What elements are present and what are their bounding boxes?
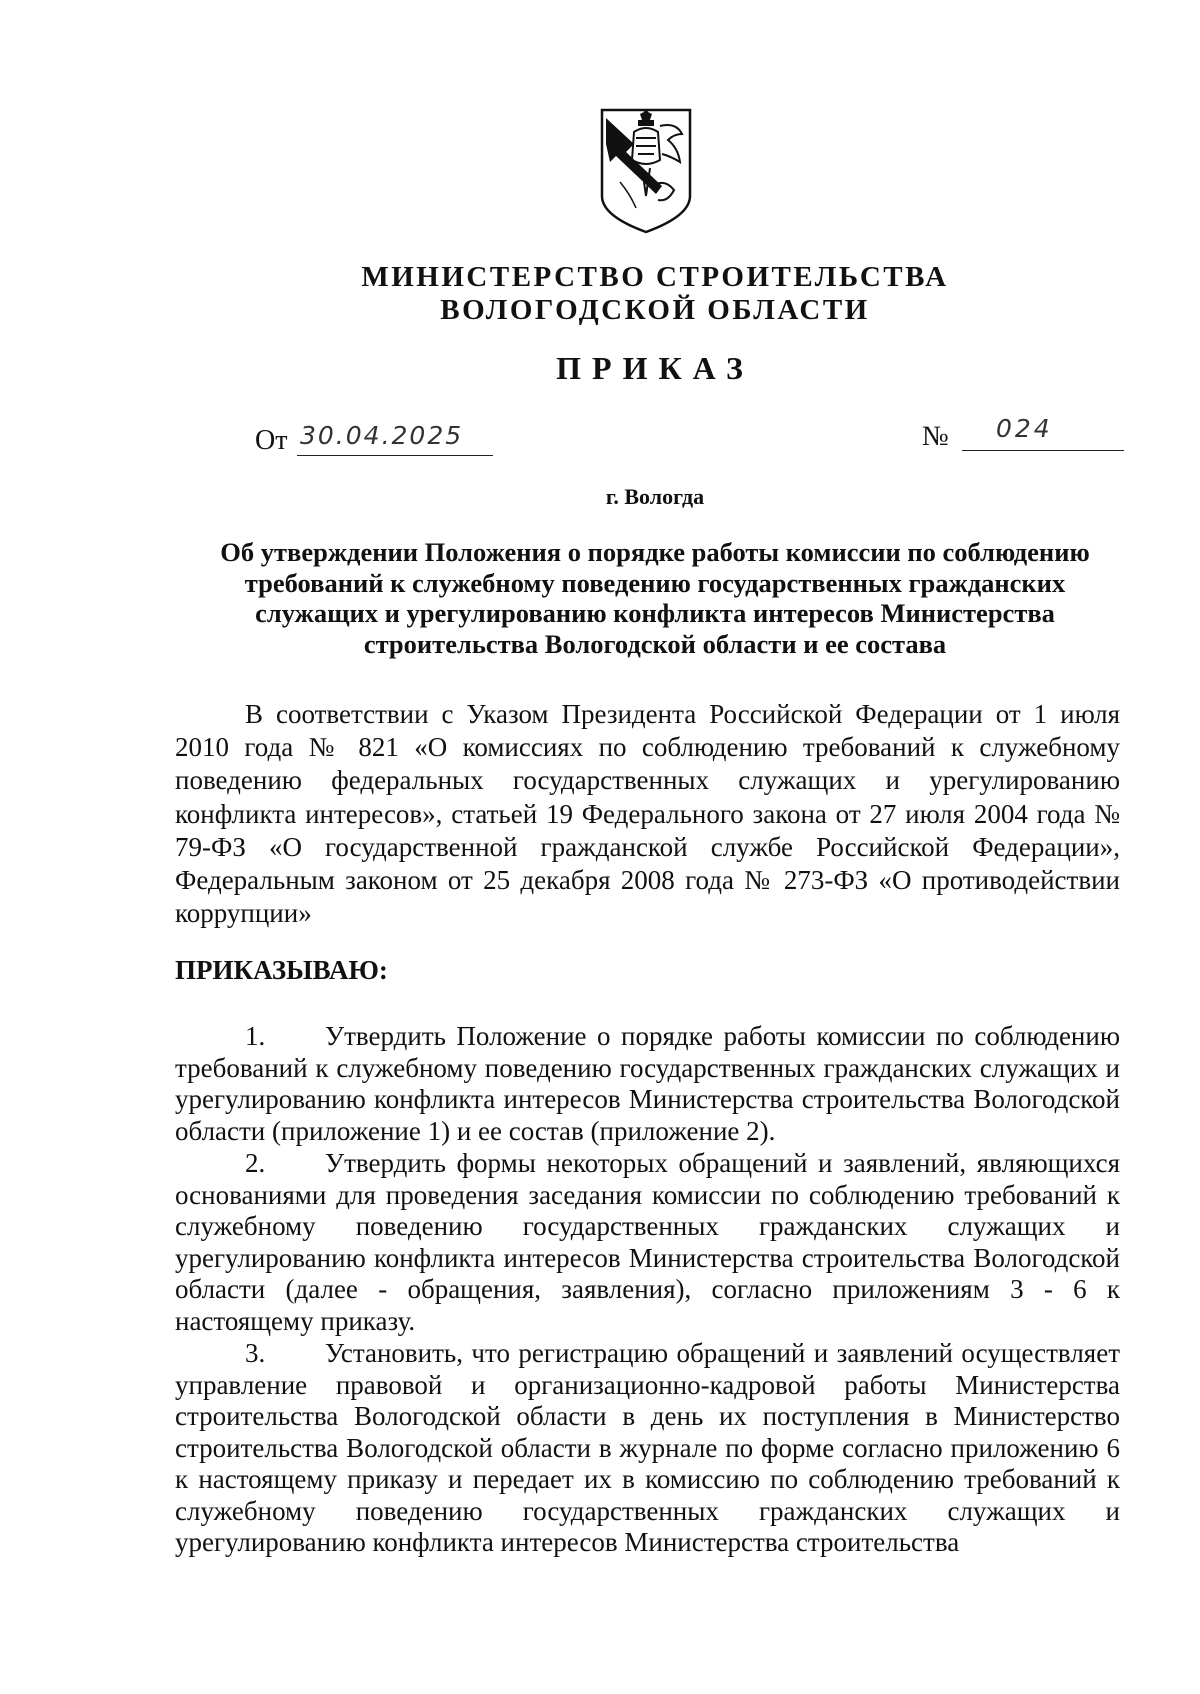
item-text: Установить, что регистрацию обращений и заявлений осуществляет управление правовой и организационно-кадровой работы Министерства строительства Вологодской области в день их поступления в Министерство строительства Вологодской области в журнале по форме согласно приложению 6 к настоящему приказу и передает их в комиссию по соблюдению требований к служебному поведению государственных гражданских служащих и урегулированию конфликта интересов Министерства строительства <box>175 1338 1120 1557</box>
order-heading: ПРИКАЗЫВАЮ: <box>175 955 388 985</box>
number-value: 024 <box>996 414 1053 443</box>
coat-of-arms-emblem <box>596 104 696 236</box>
order-word: ПРИКАЗЫВАЮ <box>175 955 379 985</box>
city: г. Вологда <box>605 484 705 509</box>
date-label: От <box>255 425 288 456</box>
date-value: 30.04.2025 <box>300 421 464 450</box>
item-text: Утвердить формы некоторых обращений и заявлений, являющихся основаниями для проведения заседания комиссии по соблюдению требований к служебному поведению государственных гражданских служащих и урегулированию конфликта интересов Министерства строительства Вологодской области (далее - обращения, заявления), согласно приложениям 3 - 6 к настоящему приказу. <box>175 1148 1120 1336</box>
number-label: № <box>922 421 949 452</box>
document-type: ПРИКАЗ <box>556 350 754 386</box>
item-number: 1. <box>245 1021 266 1051</box>
list-item <box>175 1148 1120 1337</box>
ministry-name-line2: ВОЛОГОДСКОЙ ОБЛАСТИ <box>440 294 870 326</box>
document-title: Об утверждении Положения о порядке работы комиссии по соблюдению требований к служебному поведению государственных гражданских служащих и урегулированию конфликта интересов Министерства строительства Вологодской области и ее состава <box>220 537 1090 659</box>
date-underline <box>297 455 493 456</box>
number-underline <box>962 450 1124 451</box>
ministry-name-line1: МИНИСТЕРСТВО СТРОИТЕЛЬСТВА <box>361 261 949 293</box>
item-text: Утвердить Положение о порядке работы комиссии по соблюдению требований к служебному поведению государственных гражданских служащих и урегулированию конфликта интересов Министерства строительства Вологодской области (приложение 1) и ее состав (приложение 2). <box>175 1021 1120 1146</box>
list-item <box>175 1338 1120 1559</box>
list-item <box>175 1021 1120 1147</box>
item-number: 2. <box>245 1148 266 1178</box>
item-number: 3. <box>245 1338 266 1368</box>
intro-paragraph: В соответствии с Указом Президента Российской Федерации от 1 июля 2010 года № 821 «О комиссиях по соблюдению требований к служебному поведению федеральных государственных служащих и урегулированию конфликта интересов», статьей 19 Федерального закона от 27 июля 2004 года № 79-ФЗ «О государственной гражданской службе Российской Федерации», Федеральным законом от 25 декабря 2008 года № 273-ФЗ «О противодействии коррупции» <box>175 699 1120 929</box>
